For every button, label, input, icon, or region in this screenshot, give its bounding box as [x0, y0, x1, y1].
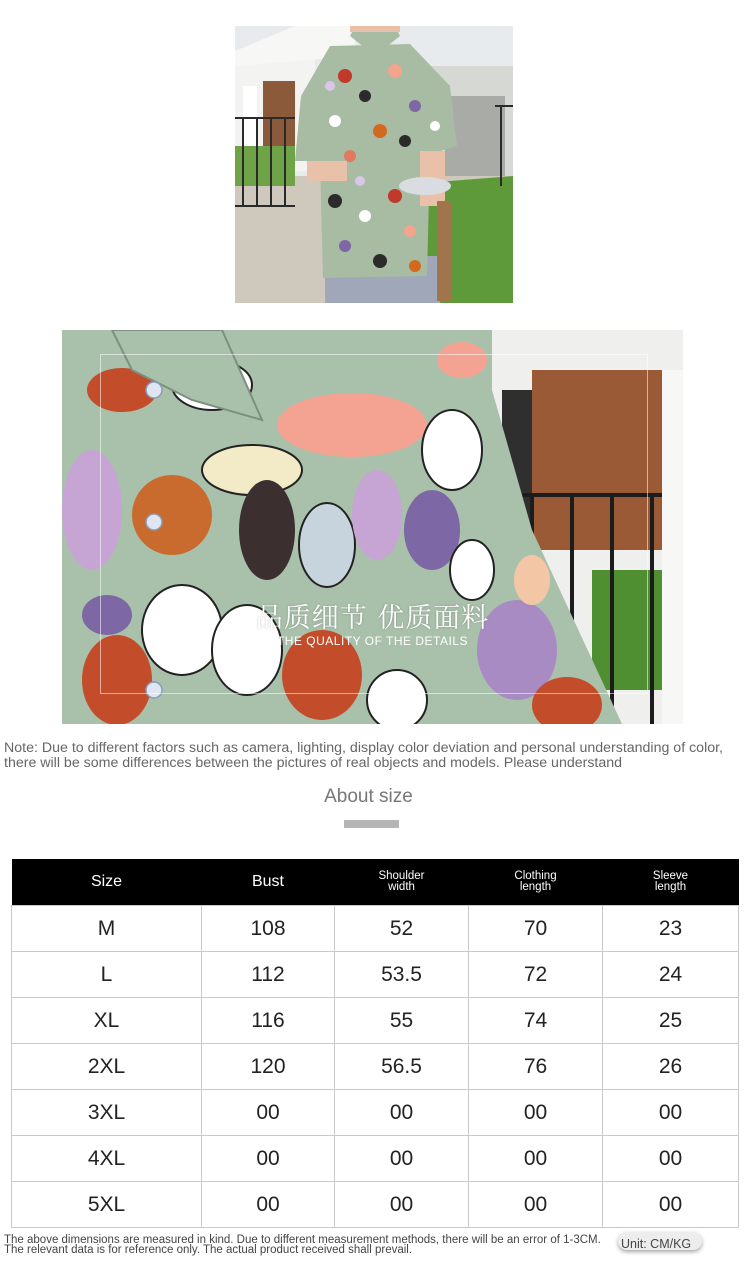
- header-clothing-length: Clothing length: [469, 859, 603, 906]
- table-row: [12, 1136, 739, 1182]
- measurement-cell: 53.5: [335, 952, 469, 998]
- table-row: [12, 1044, 739, 1090]
- measurement-cell: 52: [335, 906, 469, 952]
- measurement-cell: 70: [469, 906, 603, 952]
- measurement-cell: 00: [202, 1090, 335, 1136]
- measurement-cell: 23: [603, 906, 739, 952]
- table-row: [12, 998, 739, 1044]
- header-sleeve-length: Sleeve length: [603, 859, 739, 906]
- measurement-cell: 120: [202, 1044, 335, 1090]
- measurement-cell: 00: [202, 1182, 335, 1228]
- measurement-cell: 76: [469, 1044, 603, 1090]
- measurement-cell: 00: [335, 1136, 469, 1182]
- measurement-cell: 00: [603, 1090, 739, 1136]
- size-table-body: [12, 906, 739, 1228]
- header-bust: Bust: [202, 859, 335, 906]
- photo-overlay-title-cn: 品质细节 优质面料: [255, 603, 490, 634]
- header-size: Size: [12, 859, 202, 906]
- table-row: [12, 952, 739, 998]
- header-shoulder-width: Shoulder width: [335, 859, 469, 906]
- product-photo-detail: [62, 330, 683, 724]
- size-cell: 4XL: [12, 1136, 202, 1182]
- size-chart-table: [11, 859, 739, 1228]
- color-disclaimer-note: Note: Due to different factors such as camera, lighting, display color deviation and personal understanding of color, there will be some differences between the pictures of real objects and models. Please understand: [4, 740, 723, 771]
- measurement-cell: 108: [202, 906, 335, 952]
- photo-overlay-title-en: THE QUALITY OF THE DETAILS: [276, 634, 469, 648]
- size-cell: L: [12, 952, 202, 998]
- unit-label: Unit: CM/KG: [621, 1237, 692, 1251]
- size-cell: 2XL: [12, 1044, 202, 1090]
- size-cell: M: [12, 906, 202, 952]
- measurement-cell: 72: [469, 952, 603, 998]
- measurement-cell: 00: [469, 1136, 603, 1182]
- measurement-cell: 25: [603, 998, 739, 1044]
- measurement-cell: 116: [202, 998, 335, 1044]
- title-divider: [344, 820, 399, 828]
- measurement-cell: 00: [202, 1136, 335, 1182]
- size-cell: 3XL: [12, 1090, 202, 1136]
- table-header-row: [12, 859, 739, 906]
- size-cell: 5XL: [12, 1182, 202, 1228]
- about-size-title: About size: [324, 786, 413, 807]
- measurement-cell: 00: [335, 1182, 469, 1228]
- measurement-footnote: The above dimensions are measured in kind. Due to different measurement methods, there will be an error of 1-3CM. The relevant data is for reference only. The actual product received shall prevail.: [4, 1234, 601, 1256]
- measurement-cell: 24: [603, 952, 739, 998]
- measurement-cell: 00: [335, 1090, 469, 1136]
- measurement-cell: 55: [335, 998, 469, 1044]
- measurement-cell: 00: [469, 1090, 603, 1136]
- measurement-cell: 112: [202, 952, 335, 998]
- measurement-cell: 26: [603, 1044, 739, 1090]
- measurement-cell: 00: [603, 1182, 739, 1228]
- model-photo-illustration: [235, 26, 513, 303]
- measurement-cell: 00: [603, 1136, 739, 1182]
- measurement-cell: 74: [469, 998, 603, 1044]
- table-row: [12, 906, 739, 952]
- table-row: [12, 1090, 739, 1136]
- table-row: [12, 1182, 739, 1228]
- product-photo-model: [235, 26, 513, 303]
- size-cell: XL: [12, 998, 202, 1044]
- measurement-cell: 00: [469, 1182, 603, 1228]
- measurement-cell: 56.5: [335, 1044, 469, 1090]
